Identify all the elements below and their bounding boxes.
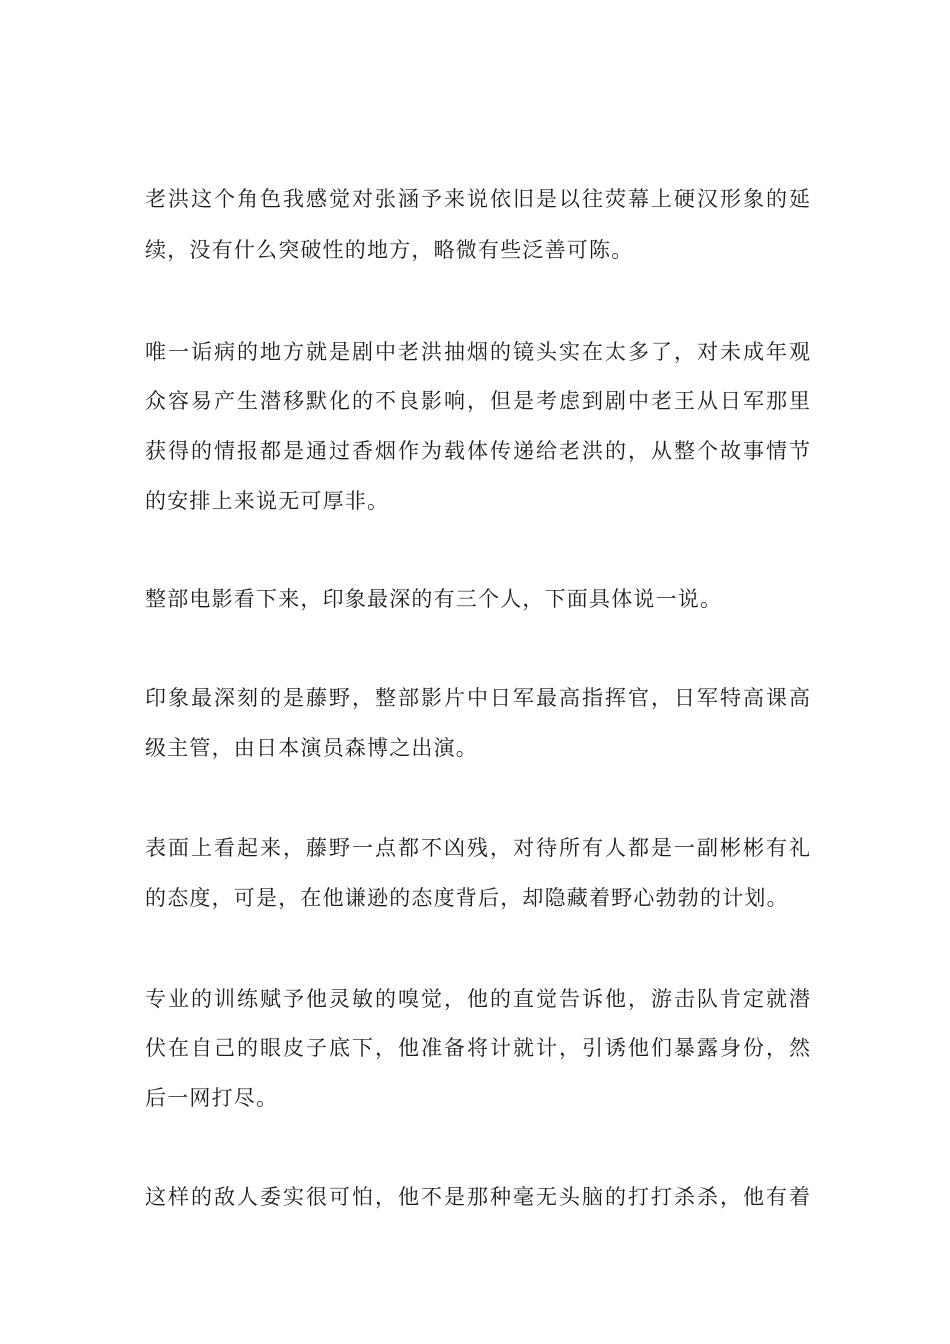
paragraph-2-line-1: 唯一诟病的地方就是剧中老洪抽烟的镜头实在太多了，对未成年观 [145, 340, 810, 364]
paragraph-6-line-2: 伏在自己的眼皮子底下，他准备将计就计，引诱他们暴露身份，然 [145, 1036, 810, 1060]
paragraph-1-line-2: 续，没有什么突破性的地方，略微有些泛善可陈。 [145, 238, 634, 262]
paragraph-4-line-2: 级主管，由日本演员森博之出演。 [145, 736, 478, 760]
paragraph-2-line-4: 的安排上来说无可厚非。 [145, 489, 390, 513]
paragraph-3-line-1: 整部电影看下来，印象最深的有三个人，下面具体说一说。 [145, 587, 723, 611]
paragraph-5-line-1: 表面上看起来，藤野一点都不凶残，对待所有人都是一副彬彬有礼 [145, 836, 810, 860]
paragraph-6-line-1: 专业的训练赋予他灵敏的嗅觉，他的直觉告诉他，游击队肯定就潜 [145, 987, 810, 1011]
paragraph-6-line-3: 后一网打尽。 [145, 1086, 279, 1110]
paragraph-7-line-1: 这样的敌人委实很可怕，他不是那种毫无头脑的打打杀杀，他有着 [145, 1185, 810, 1209]
paragraph-4-line-1: 印象最深刻的是藤野，整部影片中日军最高指挥官，日军特高课高 [145, 686, 810, 710]
paragraph-1-line-1: 老洪这个角色我感觉对张涵予来说依旧是以往荧幕上硬汉形象的延 [145, 187, 810, 211]
paragraph-5-line-2: 的态度，可是，在他谦逊的态度背后，却隐藏着野心勃勃的计划。 [145, 886, 789, 910]
paragraph-2-line-3: 获得的情报都是通过香烟作为载体传递给老洪的，从整个故事情节 [145, 439, 810, 463]
paragraph-2-line-2: 众容易产生潜移默化的不良影响，但是考虑到剧中老王从日军那里 [145, 389, 810, 413]
